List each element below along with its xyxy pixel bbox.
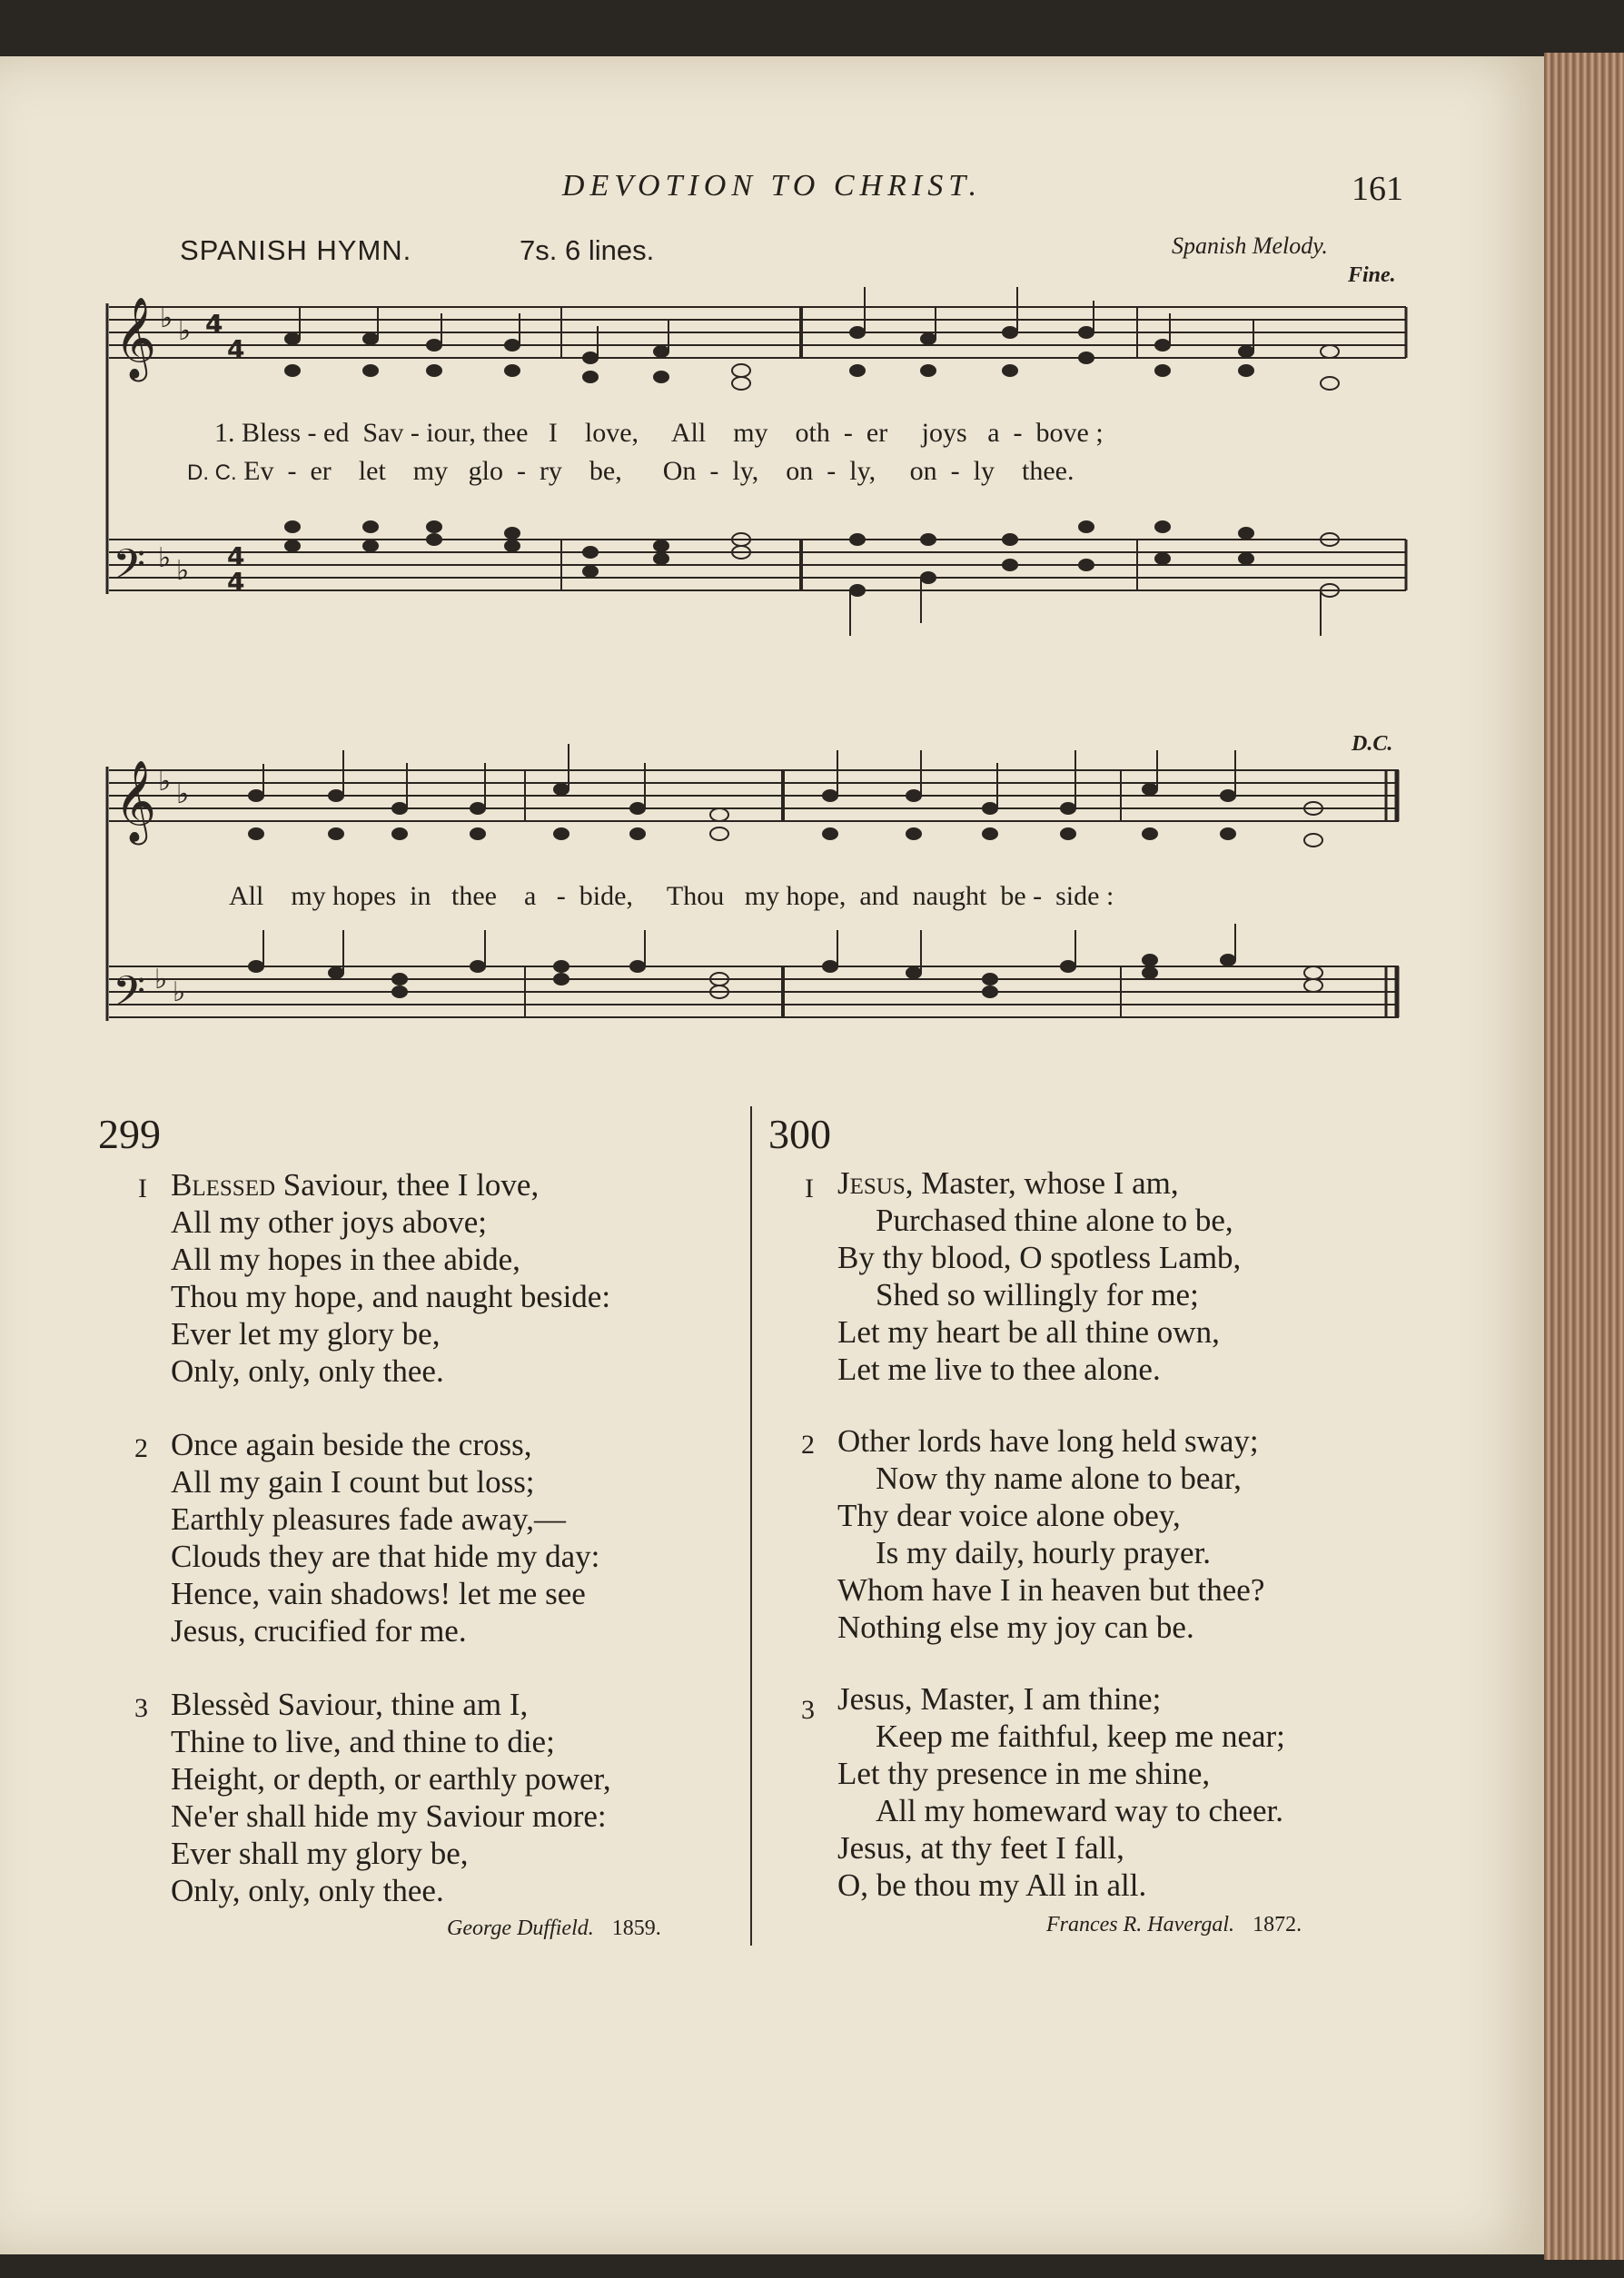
flat-icon: ♭ — [158, 766, 172, 797]
stanza — [837, 1422, 1264, 1646]
flat-icon: ♭ — [154, 964, 168, 995]
tune-name: SPANISH HYMN. — [180, 234, 412, 266]
stanza-line: Once again beside the cross, — [171, 1427, 532, 1462]
stanza-line: All my homeward way to cheer. — [876, 1793, 1284, 1828]
stanza-line: Let me live to thee alone. — [837, 1352, 1161, 1387]
staff-bass-1 — [109, 540, 1406, 590]
stanza — [171, 1166, 610, 1390]
stanza-line: Ever shall my glory be, — [171, 1836, 469, 1871]
stanza — [837, 1680, 1285, 1904]
flat-icon: ♭ — [173, 976, 186, 1008]
flat-icon: ♭ — [176, 555, 190, 587]
stanza-line: Other lords have long held sway; — [837, 1423, 1259, 1459]
time-signature: 4 — [227, 567, 245, 597]
stanza-line: Let thy presence in me shine, — [837, 1756, 1211, 1791]
flat-icon: ♭ — [160, 302, 173, 334]
hymn-author — [447, 1916, 661, 1941]
stanza-line: Let my heart be all thine own, — [837, 1314, 1220, 1350]
staff-bass-2 — [109, 966, 1399, 1017]
stanza-line: All my hopes in thee abide, — [171, 1242, 520, 1277]
stanza-line: Nothing else my joy can be. — [837, 1609, 1194, 1645]
stanza-line: Jesus, Master, I am thine; — [837, 1681, 1162, 1717]
stanza-number: 2 — [134, 1433, 148, 1463]
staff-treble-1 — [109, 307, 1406, 358]
flat-icon: ♭ — [176, 778, 190, 810]
music-lyric-line-1: 1. Bless - ed Sav - iour, thee I love, All my oth - er joys a - bove ; — [214, 418, 1104, 448]
stanza-number: I — [138, 1174, 147, 1203]
stanza — [171, 1426, 599, 1649]
author-name: Frances R. Havergal. — [1046, 1913, 1235, 1936]
stanza-line: Ever let my glory be, — [171, 1316, 441, 1352]
flat-icon: ♭ — [158, 542, 172, 574]
time-signature: 4 — [227, 334, 245, 364]
author-name: George Duffield. — [447, 1916, 594, 1940]
stanza — [837, 1164, 1241, 1388]
treble-clef-icon: 𝄞 — [114, 760, 157, 842]
stanza-line: Jesus, crucified for me. — [171, 1613, 467, 1649]
stanza-line: Clouds they are that hide my day: — [171, 1539, 600, 1574]
stanza-first-word: Jesus — [837, 1165, 906, 1201]
barlines-1 — [561, 307, 1406, 590]
tune-meter: 7s. 6 lines. — [520, 234, 655, 266]
stanza-number: 2 — [801, 1430, 815, 1460]
music-lyric-line-2-text: Ev - er let my glo - ry be, On - ly, on - ly, on - ly thee. — [236, 456, 1074, 486]
stanza-line: By thy blood, O spotless Lamb, — [837, 1240, 1242, 1275]
stanza-line: Blessèd Saviour, thine am I, — [171, 1687, 529, 1722]
stanza-line: Now thy name alone to bear, — [876, 1461, 1242, 1496]
stanza-line: Hence, vain shadows! let me see — [171, 1576, 586, 1611]
stanza-number: 3 — [801, 1695, 815, 1725]
dc-mark: D.C. — [1352, 732, 1393, 756]
stanza-line: All my gain I count but loss; — [171, 1464, 535, 1500]
page-edges — [1544, 53, 1624, 2260]
stanza-line: O, be thou my All in all. — [837, 1867, 1147, 1903]
running-head: DEVOTION TO CHRIST. — [561, 169, 983, 203]
time-signature: 4 — [227, 541, 245, 571]
stanza-line-text: , Master, whose I am, — [905, 1165, 1179, 1201]
stanza-line: Purchased thine alone to be, — [876, 1203, 1233, 1238]
stanza-line: Keep me faithful, keep me near; — [876, 1718, 1285, 1754]
stanza-line: All my other joys above; — [171, 1204, 488, 1240]
music-lyric-line-2 — [187, 456, 1074, 487]
treble-clef-icon: 𝄞 — [114, 297, 157, 379]
hymn-author — [1046, 1913, 1302, 1937]
stanza-line: Thou my hope, and naught beside: — [171, 1279, 611, 1314]
tune-composer: Spanish Melody. — [1172, 233, 1328, 259]
author-year: 1872. — [1253, 1913, 1302, 1936]
author-year: 1859. — [611, 1916, 661, 1940]
bass-notes-2 — [249, 924, 1322, 998]
stanza-line: Jesus, at thy feet I fall, — [837, 1830, 1124, 1866]
stanza-line: Only, only, only thee. — [171, 1353, 444, 1389]
music-lyric-line-3: All my hopes in thee a - bide, Thou my hope, and naught be - side : — [229, 881, 1114, 911]
stanza-line: Earthly pleasures fade away,— — [171, 1501, 567, 1537]
bass-clef-icon: 𝄢 — [113, 540, 146, 599]
page-number: 161 — [1352, 170, 1403, 208]
stanza-line: Only, only, only thee. — [171, 1873, 444, 1908]
stanza-line — [837, 1164, 1241, 1202]
stanza-line: Ne'er shall hide my Saviour more: — [171, 1798, 607, 1834]
stanza-number: 3 — [134, 1693, 148, 1723]
stanza-number: I — [805, 1174, 814, 1203]
bass-clef-icon: 𝄢 — [113, 967, 146, 1026]
stanza-line: Thine to live, and thine to die; — [171, 1724, 555, 1759]
stanza-line — [171, 1166, 610, 1203]
hymn-number: 299 — [98, 1111, 161, 1157]
column-divider — [750, 1106, 752, 1946]
time-signature: 4 — [205, 309, 223, 339]
stanza-line: Is my daily, hourly prayer. — [876, 1535, 1212, 1570]
flat-icon: ♭ — [178, 315, 192, 347]
stanza-line-text: Saviour, thee I love, — [275, 1167, 540, 1203]
stanza — [171, 1686, 611, 1909]
stanza-line: Height, or depth, or earthly power, — [171, 1761, 611, 1797]
stanza-line: Whom have I in heaven but thee? — [837, 1572, 1265, 1608]
stanza-first-word: Blessed — [171, 1167, 276, 1203]
dc-abbreviation: D. C. — [187, 461, 237, 485]
treble-notes-1 — [285, 287, 1339, 390]
stanza-line: Shed so willingly for me; — [876, 1277, 1199, 1312]
staff-treble-2 — [109, 770, 1399, 821]
fine-mark: Fine. — [1348, 263, 1396, 287]
stanza-line: Thy dear voice alone obey, — [837, 1498, 1181, 1533]
hymn-number: 300 — [768, 1111, 831, 1157]
